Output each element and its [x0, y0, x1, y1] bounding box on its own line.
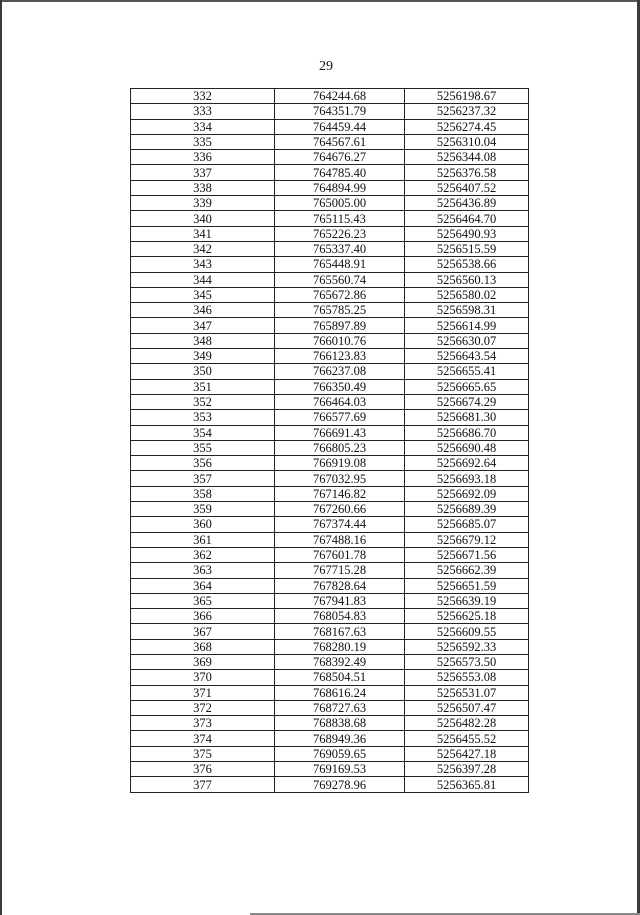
x-coordinate-cell: 766464.03 [275, 394, 405, 409]
table-row [131, 165, 529, 180]
x-coordinate-cell: 767941.83 [275, 593, 405, 608]
y-coordinate-cell: 5256344.08 [405, 150, 529, 165]
x-coordinate-cell: 766010.76 [275, 333, 405, 348]
y-coordinate-cell: 5256515.59 [405, 241, 529, 256]
point-number-cell: 370 [131, 670, 275, 685]
y-coordinate-cell: 5256685.07 [405, 517, 529, 532]
x-coordinate-cell: 765115.43 [275, 211, 405, 226]
table-row [131, 685, 529, 700]
table-row [131, 486, 529, 501]
point-number-cell: 351 [131, 379, 275, 394]
point-number-cell: 339 [131, 196, 275, 211]
y-coordinate-cell: 5256655.41 [405, 364, 529, 379]
point-number-cell: 353 [131, 410, 275, 425]
y-coordinate-cell: 5256455.52 [405, 731, 529, 746]
point-number-cell: 348 [131, 333, 275, 348]
y-coordinate-cell: 5256614.99 [405, 318, 529, 333]
y-coordinate-cell: 5256464.70 [405, 211, 529, 226]
x-coordinate-cell: 765785.25 [275, 303, 405, 318]
x-coordinate-cell: 769278.96 [275, 777, 405, 792]
point-number-cell: 359 [131, 502, 275, 517]
point-number-cell: 336 [131, 150, 275, 165]
table-row [131, 731, 529, 746]
table-row [131, 777, 529, 792]
x-coordinate-cell: 768392.49 [275, 654, 405, 669]
point-number-cell: 342 [131, 241, 275, 256]
table-row [131, 471, 529, 486]
y-coordinate-cell: 5256679.12 [405, 532, 529, 547]
point-number-cell: 375 [131, 746, 275, 761]
x-coordinate-cell: 769169.53 [275, 762, 405, 777]
y-coordinate-cell: 5256692.64 [405, 456, 529, 471]
x-coordinate-cell: 768727.63 [275, 700, 405, 715]
table-row [131, 134, 529, 149]
point-number-cell: 343 [131, 257, 275, 272]
table-row [131, 379, 529, 394]
point-number-cell: 367 [131, 624, 275, 639]
table-row [131, 226, 529, 241]
y-coordinate-cell: 5256507.47 [405, 700, 529, 715]
x-coordinate-cell: 764567.61 [275, 134, 405, 149]
y-coordinate-cell: 5256538.66 [405, 257, 529, 272]
point-number-cell: 341 [131, 226, 275, 241]
point-number-cell: 358 [131, 486, 275, 501]
x-coordinate-cell: 764676.27 [275, 150, 405, 165]
point-number-cell: 350 [131, 364, 275, 379]
table-row [131, 654, 529, 669]
x-coordinate-cell: 766691.43 [275, 425, 405, 440]
x-coordinate-cell: 767146.82 [275, 486, 405, 501]
table-row [131, 196, 529, 211]
table-row [131, 211, 529, 226]
point-number-cell: 362 [131, 547, 275, 562]
point-number-cell: 366 [131, 609, 275, 624]
point-number-cell: 374 [131, 731, 275, 746]
x-coordinate-cell: 766123.83 [275, 349, 405, 364]
x-coordinate-cell: 765672.86 [275, 287, 405, 302]
point-number-cell: 337 [131, 165, 275, 180]
y-coordinate-cell: 5256580.02 [405, 287, 529, 302]
x-coordinate-cell: 766350.49 [275, 379, 405, 394]
point-number-cell: 345 [131, 287, 275, 302]
point-number-cell: 347 [131, 318, 275, 333]
coordinates-table [130, 88, 529, 793]
table-row [131, 517, 529, 532]
point-number-cell: 364 [131, 578, 275, 593]
table-row [131, 241, 529, 256]
table-row [131, 119, 529, 134]
table-row [131, 257, 529, 272]
x-coordinate-cell: 764459.44 [275, 119, 405, 134]
table-row [131, 746, 529, 761]
point-number-cell: 363 [131, 563, 275, 578]
x-coordinate-cell: 767828.64 [275, 578, 405, 593]
coordinates-table-body [131, 89, 529, 793]
y-coordinate-cell: 5256665.65 [405, 379, 529, 394]
x-coordinate-cell: 768504.51 [275, 670, 405, 685]
y-coordinate-cell: 5256671.56 [405, 547, 529, 562]
table-row [131, 456, 529, 471]
x-coordinate-cell: 764785.40 [275, 165, 405, 180]
table-row [131, 593, 529, 608]
point-number-cell: 338 [131, 180, 275, 195]
x-coordinate-cell: 766577.69 [275, 410, 405, 425]
scan-edge-left [0, 0, 2, 915]
x-coordinate-cell: 764894.99 [275, 180, 405, 195]
x-coordinate-cell: 765448.91 [275, 257, 405, 272]
table-row [131, 318, 529, 333]
point-number-cell: 354 [131, 425, 275, 440]
point-number-cell: 360 [131, 517, 275, 532]
x-coordinate-cell: 768280.19 [275, 639, 405, 654]
point-number-cell: 344 [131, 272, 275, 287]
table-row [131, 333, 529, 348]
point-number-cell: 352 [131, 394, 275, 409]
y-coordinate-cell: 5256689.39 [405, 502, 529, 517]
y-coordinate-cell: 5256274.45 [405, 119, 529, 134]
point-number-cell: 333 [131, 104, 275, 119]
point-number-cell: 349 [131, 349, 275, 364]
y-coordinate-cell: 5256407.52 [405, 180, 529, 195]
x-coordinate-cell: 768616.24 [275, 685, 405, 700]
point-number-cell: 340 [131, 211, 275, 226]
table-row [131, 349, 529, 364]
y-coordinate-cell: 5256643.54 [405, 349, 529, 364]
table-row [131, 762, 529, 777]
table-row [131, 609, 529, 624]
point-number-cell: 369 [131, 654, 275, 669]
y-coordinate-cell: 5256639.19 [405, 593, 529, 608]
table-row [131, 394, 529, 409]
y-coordinate-cell: 5256553.08 [405, 670, 529, 685]
table-row [131, 180, 529, 195]
table-row [131, 624, 529, 639]
table-row [131, 670, 529, 685]
x-coordinate-cell: 768838.68 [275, 716, 405, 731]
y-coordinate-cell: 5256237.32 [405, 104, 529, 119]
y-coordinate-cell: 5256482.28 [405, 716, 529, 731]
y-coordinate-cell: 5256198.67 [405, 89, 529, 104]
x-coordinate-cell: 764244.68 [275, 89, 405, 104]
point-number-cell: 332 [131, 89, 275, 104]
x-coordinate-cell: 765005.00 [275, 196, 405, 211]
table-row [131, 563, 529, 578]
y-coordinate-cell: 5256560.13 [405, 272, 529, 287]
x-coordinate-cell: 768054.83 [275, 609, 405, 624]
table-row [131, 150, 529, 165]
point-number-cell: 365 [131, 593, 275, 608]
scan-edge-top [0, 0, 640, 2]
table-row [131, 547, 529, 562]
page-number: 29 [319, 59, 333, 74]
point-number-cell: 372 [131, 700, 275, 715]
x-coordinate-cell: 765337.40 [275, 241, 405, 256]
point-number-cell: 334 [131, 119, 275, 134]
y-coordinate-cell: 5256397.28 [405, 762, 529, 777]
x-coordinate-cell: 767032.95 [275, 471, 405, 486]
y-coordinate-cell: 5256662.39 [405, 563, 529, 578]
y-coordinate-cell: 5256573.50 [405, 654, 529, 669]
table-row [131, 410, 529, 425]
y-coordinate-cell: 5256692.09 [405, 486, 529, 501]
x-coordinate-cell: 767601.78 [275, 547, 405, 562]
point-number-cell: 335 [131, 134, 275, 149]
point-number-cell: 368 [131, 639, 275, 654]
y-coordinate-cell: 5256531.07 [405, 685, 529, 700]
y-coordinate-cell: 5256609.55 [405, 624, 529, 639]
table-row [131, 104, 529, 119]
y-coordinate-cell: 5256625.18 [405, 609, 529, 624]
x-coordinate-cell: 767488.16 [275, 532, 405, 547]
y-coordinate-cell: 5256686.70 [405, 425, 529, 440]
table-row [131, 716, 529, 731]
point-number-cell: 355 [131, 440, 275, 455]
point-number-cell: 346 [131, 303, 275, 318]
y-coordinate-cell: 5256681.30 [405, 410, 529, 425]
table-row [131, 272, 529, 287]
table-row [131, 287, 529, 302]
table-row [131, 425, 529, 440]
table-row [131, 303, 529, 318]
x-coordinate-cell: 765897.89 [275, 318, 405, 333]
point-number-cell: 377 [131, 777, 275, 792]
x-coordinate-cell: 766237.08 [275, 364, 405, 379]
x-coordinate-cell: 764351.79 [275, 104, 405, 119]
x-coordinate-cell: 766805.23 [275, 440, 405, 455]
point-number-cell: 361 [131, 532, 275, 547]
y-coordinate-cell: 5256436.89 [405, 196, 529, 211]
y-coordinate-cell: 5256690.48 [405, 440, 529, 455]
point-number-cell: 376 [131, 762, 275, 777]
y-coordinate-cell: 5256365.81 [405, 777, 529, 792]
x-coordinate-cell: 767715.28 [275, 563, 405, 578]
table-row [131, 440, 529, 455]
x-coordinate-cell: 767260.66 [275, 502, 405, 517]
point-number-cell: 373 [131, 716, 275, 731]
point-number-cell: 356 [131, 456, 275, 471]
y-coordinate-cell: 5256598.31 [405, 303, 529, 318]
table-row [131, 639, 529, 654]
x-coordinate-cell: 767374.44 [275, 517, 405, 532]
table-row [131, 364, 529, 379]
y-coordinate-cell: 5256310.04 [405, 134, 529, 149]
x-coordinate-cell: 768167.63 [275, 624, 405, 639]
table-row [131, 578, 529, 593]
y-coordinate-cell: 5256693.18 [405, 471, 529, 486]
y-coordinate-cell: 5256651.59 [405, 578, 529, 593]
y-coordinate-cell: 5256376.58 [405, 165, 529, 180]
point-number-cell: 371 [131, 685, 275, 700]
point-number-cell: 357 [131, 471, 275, 486]
x-coordinate-cell: 768949.36 [275, 731, 405, 746]
y-coordinate-cell: 5256490.93 [405, 226, 529, 241]
x-coordinate-cell: 765226.23 [275, 226, 405, 241]
y-coordinate-cell: 5256592.33 [405, 639, 529, 654]
x-coordinate-cell: 765560.74 [275, 272, 405, 287]
table-row [131, 89, 529, 104]
table-row [131, 502, 529, 517]
y-coordinate-cell: 5256630.07 [405, 333, 529, 348]
x-coordinate-cell: 769059.65 [275, 746, 405, 761]
y-coordinate-cell: 5256427.18 [405, 746, 529, 761]
table-row [131, 532, 529, 547]
x-coordinate-cell: 766919.08 [275, 456, 405, 471]
table-row [131, 700, 529, 715]
y-coordinate-cell: 5256674.29 [405, 394, 529, 409]
